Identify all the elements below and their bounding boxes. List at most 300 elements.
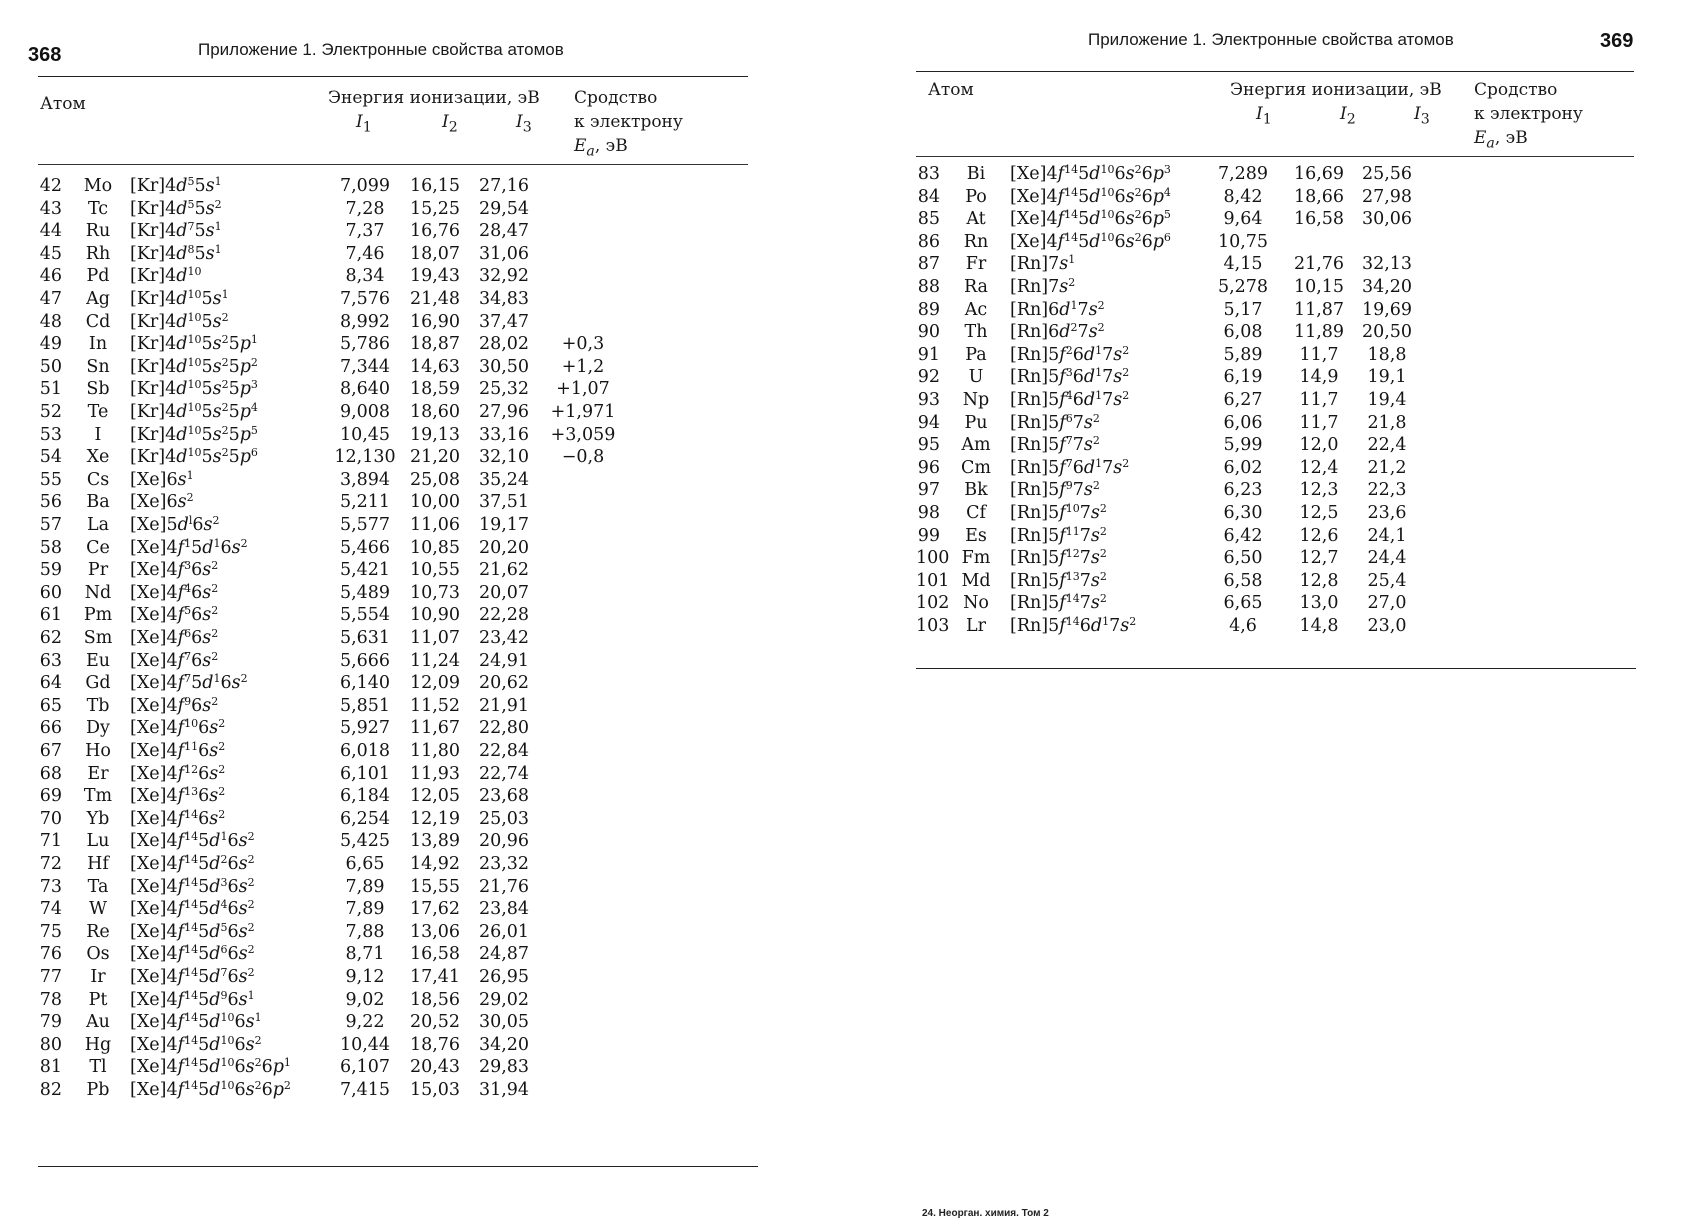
electron-configuration: $[Kr]4d^{10}5s^25p^6$: [130, 446, 258, 468]
ionization-energy-i3: 29,02: [478, 989, 530, 1010]
ionization-energy-i3: 21,8: [1367, 412, 1407, 433]
table-row: [38, 694, 748, 718]
element-symbol: Au: [86, 1012, 110, 1033]
ionization-energy-i3: 27,98: [1361, 186, 1413, 207]
ionization-energy-i1: 7,289: [1217, 164, 1269, 184]
atomic-number: 63: [39, 650, 62, 671]
atomic-number: 66: [39, 718, 62, 739]
ionization-energy-i3: 21,76: [478, 876, 530, 897]
ionization-energy-i2: 16,58: [1293, 209, 1345, 230]
ionization-energy-i1: 5,851: [339, 695, 391, 716]
element-symbol: Cd: [85, 311, 111, 332]
element-symbol: Te: [87, 402, 109, 422]
ionization-energy-i3: 30,50: [478, 356, 530, 377]
element-symbol: Am: [961, 435, 991, 456]
ionization-energy-i1: 6,42: [1223, 525, 1263, 546]
ionization-energy-i3: 22,3: [1367, 480, 1407, 501]
electron-configuration: $[Kr]4d^{10}5s^25p^4$: [130, 401, 258, 422]
atomic-number: 45: [39, 243, 62, 264]
page-number: 369: [1600, 30, 1634, 52]
ionization-energy-i1: 6,30: [1223, 503, 1263, 523]
electron-configuration: $[Kr]4d^{10}5s^1$: [130, 288, 229, 309]
ionization-energy-i2: 11,7: [1299, 390, 1339, 410]
table-row: [916, 252, 1634, 276]
atomic-number: 77: [39, 967, 62, 987]
col-header-affinity-3: $E_a$, эВ: [574, 136, 628, 160]
ionization-energy-i1: 10,75: [1217, 231, 1269, 252]
ionization-energy-i3: 23,84: [478, 899, 530, 920]
ionization-energy-i3: 19,69: [1361, 299, 1413, 320]
ionization-energy-i3: 35,24: [478, 469, 530, 490]
ionization-energy-i1: 5,554: [339, 605, 391, 626]
electron-configuration: $[Rn]5f^{13}7s^2$: [1010, 569, 1107, 591]
ionization-energy-i3: 21,91: [478, 695, 530, 716]
electron-configuration: $[Rn]6d^27s^2$: [1010, 321, 1105, 343]
element-symbol: In: [88, 334, 108, 355]
electron-configuration: $[Rn]5f^26d^17s^2$: [1010, 343, 1130, 365]
electron-configuration: $[Xe]4f^{14}5d^{10}6s^1$: [130, 1011, 262, 1033]
table-row: [916, 298, 1634, 322]
ionization-energy-i1: 7,89: [345, 899, 385, 920]
ionization-energy-i3: 22,84: [478, 741, 530, 761]
ionization-energy-i2: 12,09: [409, 673, 461, 694]
table-row: [38, 558, 748, 582]
table-row: [916, 591, 1634, 615]
electron-configuration: $[Xe]4f^76s^2$: [130, 649, 219, 671]
electron-configuration: $[Xe]4f^{14}5d^96s^1$: [130, 988, 255, 1010]
electron-configuration: $[Kr]4d^{10}5s^25p^2$: [130, 355, 258, 377]
electron-affinity: +1,971: [550, 402, 616, 422]
atomic-number: 48: [39, 311, 62, 332]
ionization-energy-i1: 8,42: [1223, 186, 1263, 207]
table-top-rule: [916, 71, 1634, 72]
table-row: [38, 784, 748, 808]
atomic-number: 75: [39, 921, 62, 942]
element-symbol: Po: [965, 186, 987, 207]
ionization-energy-i1: 6,50: [1223, 548, 1263, 569]
ionization-energy-i2: 12,19: [409, 808, 461, 829]
ionization-energy-i3: 29,83: [478, 1057, 530, 1078]
table-row: [38, 581, 748, 605]
ionization-energy-i2: 18,66: [1293, 186, 1345, 207]
ionization-energy-i3: 27,16: [478, 176, 530, 196]
atomic-number: 76: [39, 944, 62, 965]
element-symbol: No: [963, 593, 989, 614]
ionization-energy-i1: 7,576: [339, 289, 391, 309]
running-head: Приложение 1. Электронные свойства атомов: [198, 40, 564, 59]
ionization-energy-i1: 7,37: [345, 221, 385, 242]
atomic-number: 43: [39, 198, 62, 219]
signature-footer: 24. Неорган. химия. Том 2: [922, 1208, 1049, 1219]
ionization-energy-i1: 5,278: [1217, 277, 1269, 297]
ionization-energy-i3: 28,47: [478, 221, 530, 242]
table-row: [38, 942, 748, 966]
element-symbol: Md: [961, 570, 991, 591]
atomic-number: 97: [917, 480, 940, 501]
table-row: [916, 524, 1634, 548]
atomic-number: 42: [39, 176, 62, 196]
element-symbol: Eu: [85, 650, 111, 671]
ionization-energy-i1: 8,71: [345, 944, 385, 965]
electron-configuration: $[Kr]4d^{10}5s^2$: [130, 310, 229, 332]
electron-configuration: $[Rn]5f^77s^2$: [1010, 434, 1100, 456]
ionization-energy-i2: 11,89: [1293, 322, 1345, 343]
ionization-energy-i3: 20,20: [478, 537, 530, 558]
electron-configuration: $[Xe]4f^{14}5d^36s^2$: [130, 875, 255, 897]
ionization-energy-i1: 6,23: [1223, 480, 1263, 501]
element-symbol: Cf: [966, 503, 986, 523]
element-symbol: Pt: [88, 989, 108, 1010]
ionization-energy-i1: 5,211: [339, 492, 391, 513]
element-symbol: Lr: [966, 616, 986, 636]
electron-configuration: $[Xe]4f^{14}5d^76s^2$: [130, 966, 255, 987]
electron-configuration: $[Rn]7s^2$: [1010, 276, 1076, 297]
electron-configuration: $[Xe]5d^l6s^2$: [130, 514, 220, 535]
col-header-atom: Атом: [928, 80, 974, 100]
table-row: [38, 536, 748, 560]
ionization-energy-i2: 12,7: [1299, 548, 1339, 569]
table-row: [38, 988, 748, 1012]
ionization-energy-i1: 6,254: [339, 808, 391, 829]
electron-affinity: +1,07: [556, 379, 610, 400]
ionization-energy-i3: 23,6: [1367, 503, 1407, 523]
element-symbol: Np: [962, 390, 990, 410]
table-row: [916, 501, 1634, 525]
ionization-energy-i2: 14,8: [1299, 616, 1339, 636]
electron-configuration: $[Xe]4f^{14}5d^{10}6s^2$: [130, 1033, 262, 1055]
element-symbol: Yb: [86, 808, 110, 829]
ionization-energy-i2: 25,08: [409, 469, 461, 490]
ionization-energy-i1: 9,12: [345, 967, 385, 987]
ionization-energy-i2: 14,92: [409, 854, 461, 874]
atomic-number: 100: [916, 548, 950, 569]
table-header-rule: [38, 164, 748, 165]
ionization-energy-i1: 6,06: [1223, 412, 1263, 433]
ionization-energy-i2: 10,85: [409, 537, 461, 558]
ionization-energy-i3: 21,62: [478, 560, 530, 581]
ionization-energy-i3: 22,74: [478, 763, 530, 784]
i1-sub: 1: [362, 119, 372, 136]
col-header-i2: $I_2$: [442, 112, 458, 136]
ionization-energy-i1: 6,140: [339, 673, 391, 694]
ionization-energy-i3: 21,2: [1367, 457, 1407, 478]
electron-configuration: $[Xe]4f^15d^16s^2$: [130, 536, 248, 558]
ionization-energy-i2: 15,03: [409, 1080, 461, 1100]
ionization-energy-i3: 19,17: [478, 515, 530, 535]
electron-configuration: $[Xe]6s^2$: [130, 491, 194, 513]
ionization-energy-i1: 6,08: [1223, 322, 1263, 343]
ionization-energy-i2: 11,07: [409, 628, 461, 648]
table-row: [38, 603, 748, 627]
atomic-number: 79: [39, 1012, 62, 1033]
col-header-affinity-2: к электрону: [574, 112, 683, 132]
ionization-energy-i1: 12,130: [334, 447, 396, 468]
ionization-energy-i1: 8,992: [339, 311, 391, 332]
atomic-number: 56: [39, 492, 62, 513]
ionization-energy-i2: 20,43: [409, 1057, 461, 1078]
element-symbol: Pr: [87, 560, 109, 581]
element-symbol: Tc: [87, 198, 109, 219]
ionization-energy-i1: 6,02: [1223, 457, 1263, 478]
ionization-energy-i3: 34,20: [478, 1034, 530, 1055]
atomic-number: 70: [39, 808, 62, 829]
table-body-right: [916, 162, 1634, 672]
atomic-number: 98: [917, 503, 940, 523]
ionization-energy-i2: 11,87: [1293, 299, 1345, 320]
ionization-energy-i3: 25,56: [1361, 164, 1413, 184]
element-symbol: I: [94, 424, 102, 445]
table-row: [38, 310, 748, 334]
ionization-energy-i3: 18,8: [1367, 344, 1407, 365]
ionization-energy-i3: 25,32: [478, 379, 530, 400]
ionization-energy-i1: 7,88: [345, 921, 385, 942]
col-header-energy: Энергия ионизации, эВ: [328, 88, 540, 108]
table-row: [916, 207, 1634, 231]
atomic-number: 64: [39, 673, 62, 694]
ionization-energy-i1: 5,421: [339, 560, 391, 581]
ionization-energy-i1: 5,89: [1223, 344, 1263, 365]
atomic-number: 81: [39, 1057, 62, 1078]
table-row: [38, 875, 748, 899]
electron-configuration: $[Xe]4f^{14}5d^{10}6s^26p^6$: [1010, 230, 1171, 252]
element-symbol: Mo: [83, 176, 113, 196]
ionization-energy-i2: 19,43: [409, 266, 461, 287]
atomic-number: 88: [917, 277, 940, 297]
ionization-energy-i2: 11,06: [409, 515, 461, 535]
table-row: [916, 456, 1634, 480]
element-symbol: Lu: [86, 831, 110, 852]
electron-configuration: $[Rn]5f^{14}7s^2$: [1010, 592, 1107, 614]
table-row: [38, 355, 748, 379]
electron-configuration: $[Xe]4f^{14}5d^46s^2$: [130, 898, 255, 920]
table-row: [38, 1033, 748, 1057]
ionization-energy-i2: 18,76: [409, 1034, 461, 1055]
electron-configuration: $[Xe]4f^{14}5d^56s^2$: [130, 920, 255, 942]
page-number: 368: [28, 44, 62, 66]
electron-configuration: $[Rn]5f^{12}7s^2$: [1010, 547, 1107, 569]
electron-configuration: $[Kr]4d^55s^2$: [130, 197, 222, 219]
element-symbol: At: [966, 209, 986, 230]
table-row: [38, 197, 748, 221]
table-row: [916, 614, 1634, 638]
ionization-energy-i1: 5,577: [339, 515, 391, 535]
atomic-number: 93: [917, 390, 940, 410]
ionization-energy-i2: 12,0: [1299, 435, 1339, 456]
table-row: [916, 275, 1634, 299]
element-symbol: Dy: [86, 718, 110, 739]
ionization-energy-i3: 19,1: [1367, 367, 1407, 388]
atomic-number: 80: [39, 1034, 62, 1055]
col-header-affinity-1: Сродство: [574, 88, 658, 108]
element-symbol: Os: [86, 944, 110, 965]
ionization-energy-i2: 13,06: [409, 921, 461, 942]
element-symbol: Pa: [965, 344, 987, 365]
ionization-energy-i1: 8,640: [339, 379, 391, 400]
atomic-number: 102: [916, 593, 950, 614]
table-row: [38, 377, 748, 401]
ionization-energy-i3: 27,96: [478, 402, 530, 422]
ionization-energy-i2: 21,20: [409, 447, 461, 468]
table-row: [916, 569, 1634, 593]
col-header-affinity-2: к электрону: [1474, 104, 1583, 124]
atomic-number: 49: [39, 334, 62, 355]
ionization-energy-i1: 5,631: [339, 628, 391, 648]
ionization-energy-i1: 7,099: [339, 176, 391, 196]
atomic-number: 83: [917, 164, 940, 184]
atomic-number: 87: [917, 254, 940, 275]
ionization-energy-i3: 37,47: [478, 311, 530, 332]
atomic-number: 52: [39, 402, 62, 422]
element-symbol: Xe: [86, 447, 110, 468]
table-bottom-rule: [916, 668, 1636, 669]
atomic-number: 74: [39, 899, 62, 920]
atomic-number: 73: [39, 876, 62, 897]
table-row: [38, 468, 748, 492]
atomic-number: 67: [39, 741, 62, 761]
electron-configuration: $[Kr]4d^{10}5s^25p^5$: [130, 423, 258, 445]
table-header-rule: [916, 156, 1634, 157]
element-symbol: Ir: [90, 967, 106, 987]
electron-configuration: $[Rn]5f^67s^2$: [1010, 411, 1100, 433]
table-row: [38, 513, 748, 537]
ionization-energy-i1: 5,489: [339, 582, 391, 603]
ionization-energy-i1: 6,101: [339, 763, 391, 784]
atomic-number: 99: [917, 525, 940, 546]
atomic-number: 95: [917, 435, 940, 456]
table-row: [38, 897, 748, 921]
ionization-energy-i2: 21,48: [409, 289, 461, 309]
electron-configuration: $[Xe]4f^{14}5d^{10}6s^26p^4$: [1010, 185, 1171, 207]
element-symbol: Bi: [966, 164, 986, 184]
table-row: [916, 230, 1634, 254]
ionization-energy-i2: 11,24: [409, 650, 461, 671]
ionization-energy-i2: 12,4: [1299, 457, 1339, 478]
table-row: [916, 343, 1634, 367]
electron-configuration: $[Xe]4f^{14}5d^66s^2$: [130, 943, 255, 965]
table-row: [38, 332, 748, 356]
ionization-energy-i2: 13,89: [409, 831, 461, 852]
element-symbol: W: [89, 899, 107, 920]
ionization-energy-i3: 22,4: [1367, 435, 1407, 456]
ionization-energy-i3: 20,07: [478, 582, 530, 603]
col-header-affinity-3: $E_a$, эВ: [1474, 128, 1528, 152]
ionization-energy-i1: 7,28: [345, 198, 385, 219]
element-symbol: Rn: [963, 231, 989, 252]
element-symbol: Gd: [85, 673, 111, 694]
electron-configuration: $[Kr]4d^75s^1$: [130, 220, 222, 242]
ionization-energy-i3: 31,06: [478, 243, 530, 264]
element-symbol: Pu: [964, 412, 988, 433]
ionization-energy-i1: 6,184: [339, 786, 391, 807]
ionization-energy-i1: 5,927: [339, 718, 391, 739]
ionization-energy-i2: 13,0: [1299, 593, 1339, 614]
ionization-energy-i1: 7,415: [339, 1080, 391, 1100]
ionization-energy-i2: 15,25: [409, 198, 461, 219]
ionization-energy-i1: 9,22: [345, 1012, 385, 1033]
electron-affinity: +1,2: [561, 356, 605, 377]
element-symbol: Sn: [86, 356, 110, 377]
table-row: [38, 671, 748, 695]
ionization-energy-i3: 25,4: [1367, 570, 1407, 591]
electron-configuration: $[Xe]6s^1$: [130, 468, 194, 490]
electron-configuration: $[Xe]4f^{13}6s^2$: [130, 785, 226, 807]
electron-configuration: $[Rn]5f^36d^17s^2$: [1010, 366, 1130, 388]
element-symbol: Ba: [86, 492, 110, 513]
electron-configuration: $[Kr]4d^55s^1$: [130, 175, 222, 196]
electron-configuration: $[Xe]4f^36s^2$: [130, 559, 219, 581]
ionization-energy-i2: 11,80: [409, 741, 461, 761]
element-symbol: Tb: [86, 695, 110, 716]
table-body-left: [38, 174, 748, 1164]
ionization-energy-i3: 23,42: [478, 628, 530, 648]
table-row: [38, 649, 748, 673]
table-row: [38, 852, 748, 876]
electron-configuration: $[Xe]4f^{14}5d^{10}6s^26p^3$: [1010, 163, 1171, 184]
electron-configuration: $[Xe]4f^46s^2$: [130, 581, 219, 603]
ionization-energy-i3: 26,01: [478, 921, 530, 942]
electron-configuration: $[Rn]5f^{14}6d^17s^2$: [1010, 615, 1137, 636]
atomic-number: 53: [39, 424, 62, 445]
atomic-number: 84: [917, 186, 940, 207]
table-row: [38, 242, 748, 266]
table-bottom-rule: [38, 1166, 758, 1167]
ionization-energy-i2: 16,90: [409, 311, 461, 332]
ionization-energy-i1: 10,44: [339, 1034, 391, 1055]
element-symbol: Cm: [961, 457, 991, 478]
electron-configuration: $[Xe]4f^56s^2$: [130, 604, 219, 626]
table-row: [38, 287, 748, 311]
electron-configuration: $[Xe]4f^{14}5d^26s^2$: [130, 853, 255, 874]
ionization-energy-i1: 4,6: [1229, 616, 1257, 636]
ionization-energy-i1: 10,45: [339, 424, 391, 445]
electron-configuration: $[Xe]4f^66s^2$: [130, 627, 219, 648]
ionization-energy-i3: 23,0: [1367, 616, 1407, 636]
table-row: [38, 219, 748, 243]
ionization-energy-i2: 10,90: [409, 605, 461, 626]
element-symbol: La: [86, 515, 110, 535]
electron-configuration: $[Rn]5f^46d^17s^2$: [1010, 389, 1130, 410]
ionization-energy-i2: 10,15: [1293, 277, 1345, 297]
electron-affinity: +3,059: [550, 424, 616, 445]
atomic-number: 61: [39, 605, 62, 626]
table-row: [38, 1078, 748, 1102]
electron-configuration: $[Kr]4d^85s^1$: [130, 242, 222, 264]
electron-configuration: $[Xe]4f^75d^16s^2$: [130, 672, 248, 694]
atomic-number: 46: [39, 266, 62, 287]
ionization-energy-i3: 26,95: [478, 967, 530, 987]
ionization-energy-i2: 19,13: [409, 424, 461, 445]
ionization-energy-i1: 5,425: [339, 831, 391, 852]
ionization-energy-i2: 16,58: [409, 944, 461, 965]
ionization-energy-i2: 10,00: [409, 492, 461, 513]
electron-configuration: $[Xe]4f^{14}5d^16s^2$: [130, 830, 255, 852]
element-symbol: Fm: [961, 548, 991, 569]
col-header-i1: $I_1$: [1256, 104, 1272, 128]
ionization-energy-i2: 16,15: [409, 176, 461, 196]
element-symbol: Ru: [85, 221, 111, 242]
element-symbol: Nd: [84, 582, 112, 603]
ionization-energy-i3: 24,87: [478, 944, 530, 965]
ionization-energy-i2: 10,55: [409, 560, 461, 581]
electron-configuration: $[Rn]7s^1$: [1010, 253, 1076, 275]
element-symbol: Re: [86, 921, 110, 942]
i2-sub: 2: [1346, 111, 1356, 128]
ionization-energy-i1: 6,018: [339, 741, 391, 761]
table-top-rule: [38, 76, 748, 77]
table-row: [916, 185, 1634, 209]
ionization-energy-i2: 12,6: [1299, 525, 1339, 546]
electron-configuration: $[Xe]4f^96s^2$: [130, 694, 219, 716]
